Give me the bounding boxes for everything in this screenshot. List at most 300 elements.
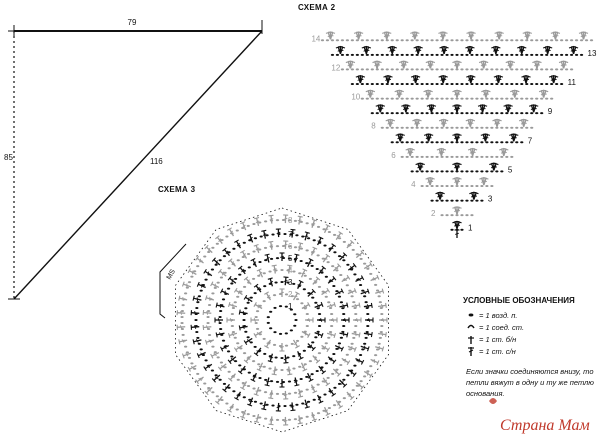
shell-fan — [426, 178, 435, 186]
double-crochet-mark — [247, 397, 255, 406]
chain-stitch-icon — [469, 314, 474, 317]
double-crochet-mark — [375, 289, 384, 296]
chain-mark — [300, 390, 303, 392]
chain-mark — [406, 68, 409, 70]
chain-mark — [411, 170, 414, 172]
chain-mark — [303, 288, 306, 290]
shell-fan — [426, 61, 435, 69]
chain-mark — [366, 68, 369, 70]
chain-mark — [480, 68, 483, 70]
round-row-number: 4 — [288, 266, 293, 275]
chain-mark — [381, 39, 384, 41]
chain-mark — [421, 68, 424, 70]
chain-mark — [236, 408, 239, 410]
chain-mark — [421, 98, 424, 100]
shell-fan — [494, 76, 503, 84]
chain-mark — [416, 98, 419, 100]
legend-item — [468, 335, 516, 344]
chain-mark — [550, 68, 553, 70]
chain-mark — [430, 98, 433, 100]
chain-mark — [276, 245, 279, 247]
chain-mark — [426, 156, 429, 158]
chain-mark — [327, 337, 330, 339]
chain-mark — [181, 310, 184, 312]
chain-mark — [525, 39, 528, 41]
chain-mark — [455, 39, 458, 41]
chain-mark — [208, 304, 211, 306]
chain-mark — [293, 313, 296, 315]
chain-mark — [465, 185, 468, 187]
chain-mark — [288, 419, 291, 421]
double-crochet-mark — [227, 318, 235, 323]
chain-mark — [515, 127, 518, 129]
chain-mark — [188, 281, 191, 283]
chain-mark — [505, 127, 508, 129]
double-crochet-mark — [296, 415, 302, 424]
chain-mark — [252, 250, 255, 252]
shell-fan — [523, 32, 532, 40]
chain-mark — [406, 54, 409, 56]
chain-mark — [500, 98, 503, 100]
double-crochet-mark — [320, 288, 329, 297]
shell-fan — [439, 76, 448, 84]
chain-mark — [465, 83, 468, 85]
chain-mark — [540, 68, 543, 70]
chain-mark — [300, 336, 303, 338]
chain-mark — [252, 278, 255, 280]
shell-fan — [411, 76, 420, 84]
shell-fan — [354, 32, 363, 40]
row-number: 10 — [351, 92, 361, 102]
chain-mark — [455, 185, 458, 187]
chain-mark — [500, 127, 503, 129]
chain-mark — [455, 83, 458, 85]
chain-mark — [256, 310, 259, 312]
chain-mark — [406, 39, 409, 41]
double-crochet-mark — [310, 219, 317, 228]
chain-mark — [455, 54, 458, 56]
chain-mark — [396, 54, 399, 56]
chain-mark — [263, 353, 266, 355]
chain-mark — [204, 279, 207, 281]
chain-mark — [248, 266, 251, 268]
chain-mark — [207, 387, 210, 389]
chain-mark — [450, 127, 453, 129]
chain-mark — [295, 404, 298, 406]
shell-fan — [543, 46, 552, 54]
chain-mark — [500, 83, 503, 85]
chain-mark — [237, 259, 240, 261]
chain-mark — [276, 219, 279, 221]
shell-fan — [468, 148, 477, 156]
chain-mark — [346, 54, 349, 56]
shell-fan — [519, 119, 528, 127]
round-row-number: 3 — [288, 278, 293, 287]
shell-fan — [452, 178, 461, 186]
double-crochet-mark — [370, 357, 379, 365]
chain-mark — [455, 170, 458, 172]
chain-mark — [351, 54, 354, 56]
chain-mark — [268, 270, 271, 272]
chain-mark — [247, 413, 250, 415]
chain-mark — [435, 170, 438, 172]
chain-mark — [271, 233, 274, 235]
chain-mark — [322, 380, 325, 382]
chain-mark — [374, 284, 377, 286]
top-dimension-label: 79 — [127, 18, 137, 27]
double-crochet-mark — [240, 222, 248, 231]
chain-mark — [435, 54, 438, 56]
chain-mark — [215, 374, 218, 376]
double-crochet-mark — [455, 230, 460, 238]
chain-mark — [371, 54, 374, 56]
chain-mark — [450, 229, 453, 231]
schema3-title: СХЕМА 3 — [158, 185, 196, 194]
chain-mark — [500, 112, 503, 114]
chain-mark — [430, 83, 433, 85]
double-crochet-mark — [340, 275, 349, 284]
chain-mark — [570, 54, 573, 56]
chain-mark — [225, 402, 228, 404]
chain-mark — [356, 54, 359, 56]
chain-mark — [280, 281, 283, 283]
double-crochet-mark — [347, 288, 356, 296]
chain-mark — [450, 39, 453, 41]
chain-mark — [304, 275, 307, 277]
chain-mark — [490, 98, 493, 100]
double-crochet-mark — [280, 379, 285, 387]
chain-mark — [401, 127, 404, 129]
chain-mark — [182, 334, 185, 336]
chain-mark — [288, 381, 291, 383]
chain-mark — [333, 404, 336, 406]
chain-mark — [435, 127, 438, 129]
chain-mark — [184, 292, 187, 294]
chain-mark — [346, 374, 349, 376]
chain-mark — [321, 39, 324, 41]
chain-mark — [396, 112, 399, 114]
chain-mark — [273, 307, 276, 309]
chain-mark — [341, 331, 344, 333]
chain-mark — [530, 54, 533, 56]
double-crochet-mark — [355, 380, 364, 389]
chain-mark — [318, 313, 321, 315]
single-crochet-icon — [468, 336, 474, 344]
chain-mark — [371, 98, 374, 100]
double-crochet-mark — [228, 259, 237, 268]
hypotenuse-dimension-label: 116 — [150, 157, 163, 166]
chain-mark — [515, 112, 518, 114]
chain-mark — [445, 214, 448, 216]
chain-mark — [190, 362, 193, 364]
shell-fan — [579, 32, 588, 40]
chain-mark — [445, 39, 448, 41]
chain-mark — [353, 273, 356, 275]
chain-mark — [206, 322, 209, 324]
shell-fan — [465, 46, 474, 54]
chain-mark — [490, 141, 493, 143]
chain-mark — [306, 249, 309, 251]
double-crochet-mark — [227, 228, 235, 237]
chain-mark — [325, 276, 328, 278]
chain-mark — [306, 416, 309, 418]
chain-mark — [386, 98, 389, 100]
chain-mark — [485, 98, 488, 100]
chain-mark — [211, 247, 214, 249]
chain-mark — [218, 316, 221, 318]
chain-mark — [465, 98, 468, 100]
chain-mark — [252, 360, 255, 362]
chain-mark — [242, 319, 245, 321]
chain-mark — [401, 68, 404, 70]
chain-mark — [276, 381, 279, 383]
chain-mark — [505, 98, 508, 100]
double-crochet-mark — [354, 275, 363, 283]
chain-mark — [365, 301, 368, 303]
chain-mark — [416, 112, 419, 114]
chain-mark — [300, 302, 303, 304]
chain-mark — [351, 83, 354, 85]
chain-mark — [505, 112, 508, 114]
chain-mark — [218, 322, 221, 324]
chain-mark — [391, 39, 394, 41]
chain-mark — [426, 112, 429, 114]
chain-mark — [371, 112, 374, 114]
double-crochet-mark — [310, 411, 317, 420]
chain-mark — [363, 263, 366, 265]
chain-mark — [295, 234, 298, 236]
chain-mark — [276, 393, 279, 395]
chain-mark — [421, 141, 424, 143]
shell-fan — [326, 32, 335, 40]
chain-mark — [376, 112, 379, 114]
chain-mark — [555, 54, 558, 56]
chain-mark — [396, 68, 399, 70]
chain-mark — [219, 310, 222, 312]
double-crochet-mark — [228, 372, 237, 381]
chain-mark — [273, 344, 276, 346]
double-crochet-mark — [205, 386, 214, 395]
chain-mark — [490, 112, 493, 114]
left-dimension-label: 85 — [4, 153, 13, 162]
chain-mark — [445, 141, 448, 143]
chain-mark — [247, 302, 250, 304]
chain-mark — [535, 39, 538, 41]
shell-fan — [424, 90, 433, 98]
chain-mark — [270, 380, 273, 382]
chain-mark — [490, 185, 493, 187]
chain-mark — [258, 222, 261, 224]
chain-mark — [515, 141, 518, 143]
double-crochet-mark — [379, 318, 387, 323]
chain-mark — [280, 357, 283, 359]
legend-item — [468, 323, 524, 332]
double-crochet-mark — [268, 278, 275, 287]
chain-mark — [254, 292, 257, 294]
double-crochet-mark — [179, 338, 188, 345]
chain-mark — [338, 342, 341, 344]
shell-fan — [440, 46, 449, 54]
chain-mark — [353, 307, 356, 309]
chain-mark — [450, 68, 453, 70]
chain-mark — [351, 39, 354, 41]
chain-mark — [555, 68, 558, 70]
chain-mark — [510, 98, 513, 100]
chain-mark — [545, 39, 548, 41]
chain-mark — [495, 39, 498, 41]
chain-mark — [495, 112, 498, 114]
shell-fan — [478, 105, 487, 113]
flower-icon — [489, 398, 497, 404]
round-row-number: 1 — [288, 302, 293, 311]
double-crochet-mark — [334, 289, 343, 297]
chain-mark — [525, 127, 528, 129]
chain-mark — [550, 54, 553, 56]
chain-mark — [430, 156, 433, 158]
chain-mark — [485, 68, 488, 70]
chain-mark — [195, 331, 198, 333]
chain-mark — [301, 402, 304, 404]
chain-mark — [565, 68, 568, 70]
chain-mark — [338, 383, 341, 385]
chain-mark — [241, 411, 244, 413]
double-crochet-mark — [370, 275, 379, 283]
chain-mark — [193, 270, 196, 272]
double-crochet-mark — [268, 241, 274, 250]
chain-mark — [317, 307, 320, 309]
chain-mark — [252, 388, 255, 390]
chain-mark — [332, 353, 335, 355]
chain-mark — [455, 141, 458, 143]
chain-mark — [298, 272, 301, 274]
chain-mark — [490, 170, 493, 172]
chain-mark — [440, 127, 443, 129]
chain-mark — [426, 141, 429, 143]
chain-mark — [304, 363, 307, 365]
chain-mark — [294, 418, 297, 420]
chain-mark — [535, 54, 538, 56]
shell-fan — [551, 32, 560, 40]
chain-mark — [352, 389, 355, 391]
chain-mark — [244, 331, 247, 333]
shell-fan — [452, 134, 461, 142]
chain-mark — [445, 98, 448, 100]
chain-mark — [416, 127, 419, 129]
chain-mark — [247, 385, 250, 387]
chain-mark — [311, 373, 314, 375]
chain-mark — [196, 337, 199, 339]
shell-fan — [479, 61, 488, 69]
chain-mark — [291, 343, 294, 345]
chain-mark — [530, 68, 533, 70]
chain-mark — [303, 350, 306, 352]
chain-mark — [325, 296, 328, 298]
chain-mark — [317, 331, 320, 333]
chain-mark — [298, 366, 301, 368]
chain-mark — [250, 297, 253, 299]
watermark — [489, 398, 590, 434]
double-crochet-mark — [196, 256, 205, 265]
chain-mark — [313, 239, 316, 241]
chain-mark — [335, 269, 338, 271]
chain-mark — [328, 231, 331, 233]
double-crochet-mark — [338, 253, 347, 262]
shell-fan — [373, 61, 382, 69]
chain-mark — [232, 331, 235, 333]
shell-fan — [414, 46, 423, 54]
chain-mark — [411, 68, 414, 70]
chain-mark — [294, 246, 297, 248]
chain-mark — [346, 39, 349, 41]
chain-mark — [232, 390, 235, 392]
chain-mark — [369, 273, 372, 275]
double-crochet-mark — [216, 331, 225, 338]
chain-mark — [470, 39, 473, 41]
chain-mark — [306, 389, 309, 391]
chain-mark — [292, 355, 295, 357]
chain-mark — [264, 418, 267, 420]
chain-mark — [485, 141, 488, 143]
row-number: 9 — [547, 107, 553, 117]
chain-mark — [282, 419, 285, 421]
chain-mark — [421, 54, 424, 56]
chain-mark — [535, 98, 538, 100]
repeat-label: MS — [165, 268, 177, 281]
chain-mark — [267, 322, 270, 324]
chain-mark — [256, 328, 259, 330]
chain-mark — [510, 39, 513, 41]
chain-mark — [292, 283, 295, 285]
shell-fan — [356, 76, 365, 84]
chain-mark — [495, 54, 498, 56]
shell-fan — [510, 90, 519, 98]
chain-mark — [255, 322, 258, 324]
chain-mark — [445, 200, 448, 202]
chain-mark — [335, 348, 338, 350]
chain-mark — [470, 214, 473, 216]
chain-mark — [223, 272, 226, 274]
shell-fan — [489, 163, 498, 171]
double-crochet-mark — [239, 324, 248, 330]
shell-fan — [529, 105, 538, 113]
row-number: 13 — [587, 48, 597, 58]
chain-mark — [411, 156, 414, 158]
chain-mark — [234, 301, 237, 303]
chain-mark — [386, 127, 389, 129]
chain-mark — [329, 331, 332, 333]
chain-mark — [273, 294, 276, 296]
chain-mark — [242, 382, 245, 384]
chain-mark — [470, 200, 473, 202]
chain-mark — [445, 185, 448, 187]
chain-mark — [411, 127, 414, 129]
shell-fan — [466, 119, 475, 127]
chain-mark — [535, 112, 538, 114]
chain-mark — [363, 375, 366, 377]
shell-fan — [509, 134, 518, 142]
chain-mark — [294, 392, 297, 394]
chain-mark — [243, 352, 246, 354]
chain-mark — [416, 68, 419, 70]
chain-mark — [196, 265, 199, 267]
row-number: 7 — [527, 136, 533, 146]
chain-mark — [485, 112, 488, 114]
chain-mark — [560, 39, 563, 41]
chain-mark — [540, 54, 543, 56]
chain-mark — [416, 141, 419, 143]
shell-fan — [427, 105, 436, 113]
chain-mark — [379, 301, 382, 303]
